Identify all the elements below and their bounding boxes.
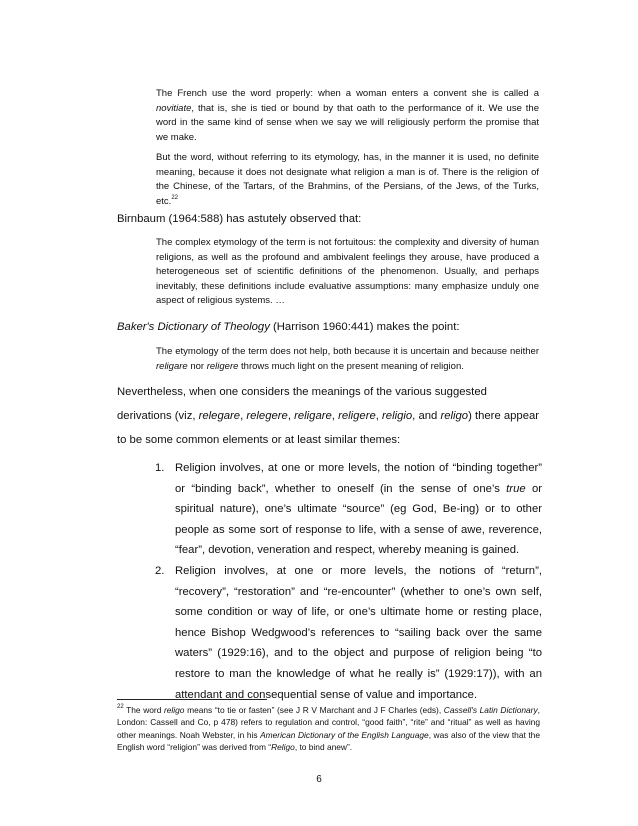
quote-text: nor [187, 360, 207, 372]
separator: , [331, 410, 339, 422]
paragraph-text: (Harrison 1960:441) makes the point: [269, 321, 460, 333]
list-item [117, 561, 542, 705]
block-quote-french [156, 87, 539, 145]
footnote-italic: Religo [271, 742, 295, 753]
footnote-divider [117, 699, 267, 700]
list-number: 2. [155, 564, 165, 577]
quote-italic: religere [206, 360, 239, 372]
quote-text: The French use the word properly: when a woman enters a convent she is called a [156, 88, 539, 99]
latin-term: relegare [198, 410, 241, 422]
footnote-italic: Cassell's Latin Dictionary [443, 705, 538, 715]
paragraph-text: Nevertheless, when one considers the meanings of the various suggested derivations (viz, [117, 386, 487, 422]
separator: , [240, 410, 247, 422]
quote-text: But the word, without referring to its etymology, has, in the manner it is used, no definite meaning, because it does not designate what religion a man is of. There is the religion of the Chinese, of the Tartars, of the Brahmins, of the Persians, of the Jews, of the Turks, etc. [156, 152, 539, 207]
list-number: 1. [155, 462, 165, 474]
footnote-text: , to bind anew”. [294, 742, 353, 753]
separator: , and [412, 410, 441, 422]
footnote-text: The word [123, 705, 164, 715]
paragraph-birnbaum: Birnbaum (1964:588) has astutely observed that: [117, 213, 362, 225]
footnote-italic: religo [163, 705, 185, 715]
separator: , [375, 410, 383, 422]
separator: , [287, 410, 295, 422]
footnote-text: , was also of the view that the English word “religion” was derived from “ [117, 729, 540, 753]
latin-term: religare [294, 410, 332, 422]
footnote-number: 22 [117, 704, 124, 710]
quote-text: The etymology of the term does not help, both because it is uncertain and because neither [156, 346, 539, 357]
list-item [117, 458, 542, 561]
quote-italic: novitiate [156, 102, 192, 114]
block-quote-bakers [156, 345, 539, 374]
footnote-italic: American Dictionary of the English Language [260, 729, 429, 740]
page-number: 6 [316, 774, 322, 785]
list-italic: true [506, 482, 526, 495]
footnote-text: means “to tie or fasten” (see J R V Marchant and J F Charles (eds), [184, 705, 444, 715]
quote-text: throws much light on the present meaning of religion. [238, 360, 464, 372]
list-text: Religion involves, at one or more levels, the notions of “return”, “recovery”, “restoration” and “re-encounter” (whether to one’s own self, some condition or way of life, or one’s ultimate home or resting place, hence Bishop Wedgwood’s references to “sailing back over the same waters” (1929:16), and to the object and purpose of religion being “to restore to man the knowledge of what he really is” (1929:17)), with an attendant and consequential sense of value and importance. [175, 564, 542, 701]
latin-term: religere [338, 410, 376, 422]
paragraph-nevertheless [117, 380, 540, 452]
block-quote-etymology [156, 151, 539, 209]
list-text: or spiritual nature), one’s ultimate “source” (eg God, Be-ing) or to other people as some sort of response to life, with a sense of awe, reverence, “fear”, devotion, veneration and respect, whereby meaning is gained. [175, 482, 543, 557]
footnote-text: , London: Cassell and Co, p 478) refers to regulation and control, “good faith”, “rite” and “ritual” as well as having other meanings. Noah Webster, in his [117, 705, 540, 740]
latin-term: religo [440, 410, 469, 422]
themes-list [117, 458, 542, 705]
footnote-reference[interactable]: 22 [171, 194, 178, 201]
list-text: Religion involves, at one or more levels, the notion of “binding together” or “binding back”, whether to oneself (in the sense of one’s [175, 462, 542, 495]
paragraph-bakers [117, 319, 540, 335]
book-title: Baker's Dictionary of Theology [117, 321, 270, 333]
latin-term: religio [382, 410, 413, 422]
paragraph-text: ) there appear to be some common elements or at least similar themes: [117, 410, 540, 446]
block-quote-birnbaum: The complex etymology of the term is not fortuitous: the complexity and diversity of human religions, as well as the profound and ambivalent feelings they arouse, have produced a heterogeneous set of scientific definitions of the phenomenon. Usually, and perhaps inevitably, these definitions include evaluative assumptions: many emphasize unduly one aspect of religious systems. … [156, 237, 539, 307]
footnote [117, 704, 540, 754]
quote-italic: religare [156, 360, 188, 372]
quote-text: , that is, she is tied or bound by that oath to the performance of it. We use the word in the same kind of sense when we say we will religiously perform the promise that we make. [156, 102, 539, 143]
latin-term: relegere [246, 410, 288, 422]
